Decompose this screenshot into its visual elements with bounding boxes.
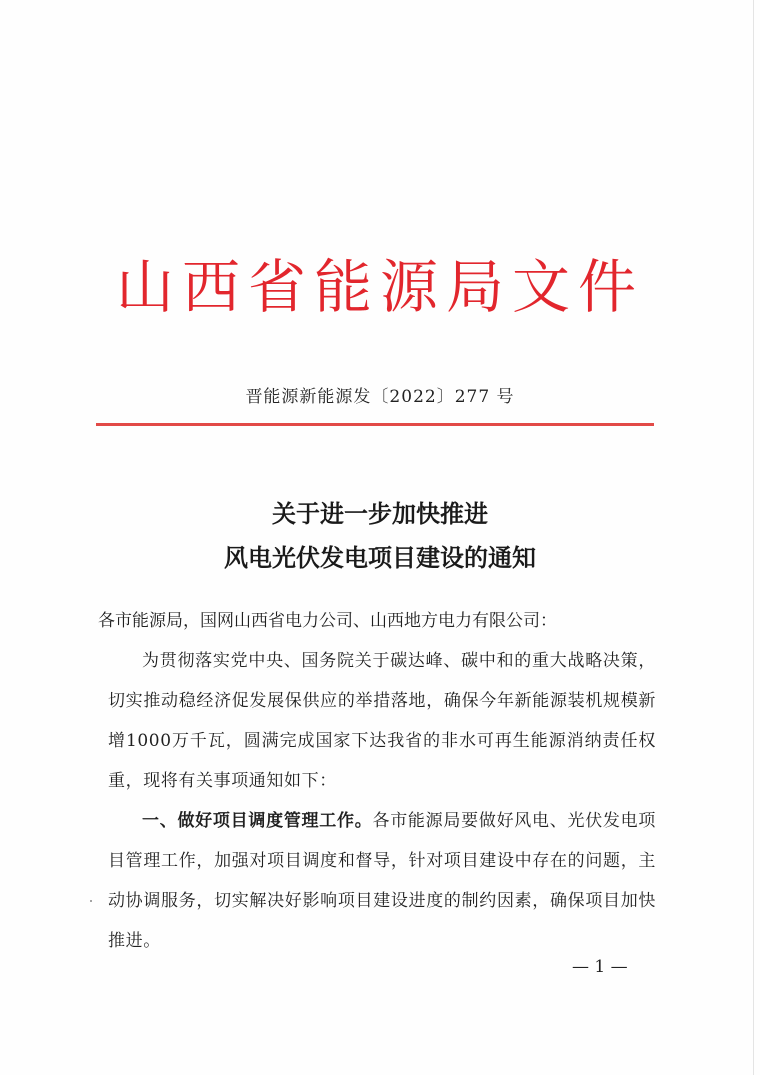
title-line-2: 风电光伏发电项目建设的通知 bbox=[224, 543, 536, 572]
document-number: 晋能源新能源发〔2022〕277 号 bbox=[245, 387, 515, 407]
document-title bbox=[0, 492, 760, 580]
scan-speck bbox=[90, 900, 92, 902]
paragraph-section-1 bbox=[108, 801, 656, 961]
document-body bbox=[98, 601, 656, 961]
red-divider-line bbox=[96, 423, 654, 426]
paragraph-intro: 为贯彻落实党中央、国务院关于碳达峰、碳中和的重大战略决策，切实推动稳经济促发展保供应的举措落地，确保今年新能源装机规模新增1000万千瓦，圆满完成国家下达我省的非水可再生能源消纳责任权重，现将有关事项通知如下： bbox=[108, 651, 656, 791]
section-1-text: 各市能源局要做好风电、光伏发电项目管理工作，加强对项目调度和督导，针对项目建设中存在的问题，主动协调服务，切实解决好影响项目建设进度的制约因素，确保项目加快推进。 bbox=[108, 811, 656, 951]
section-1-heading: 一、做好项目调度管理工作。 bbox=[142, 811, 373, 831]
page-number: — 1 — bbox=[572, 957, 628, 977]
salutation: 各市能源局，国网山西省电力公司、山西地方电力有限公司： bbox=[98, 611, 557, 631]
title-line-1: 关于进一步加快推进 bbox=[272, 499, 488, 528]
issuer-title: 山西省能源局文件 bbox=[115, 253, 644, 321]
